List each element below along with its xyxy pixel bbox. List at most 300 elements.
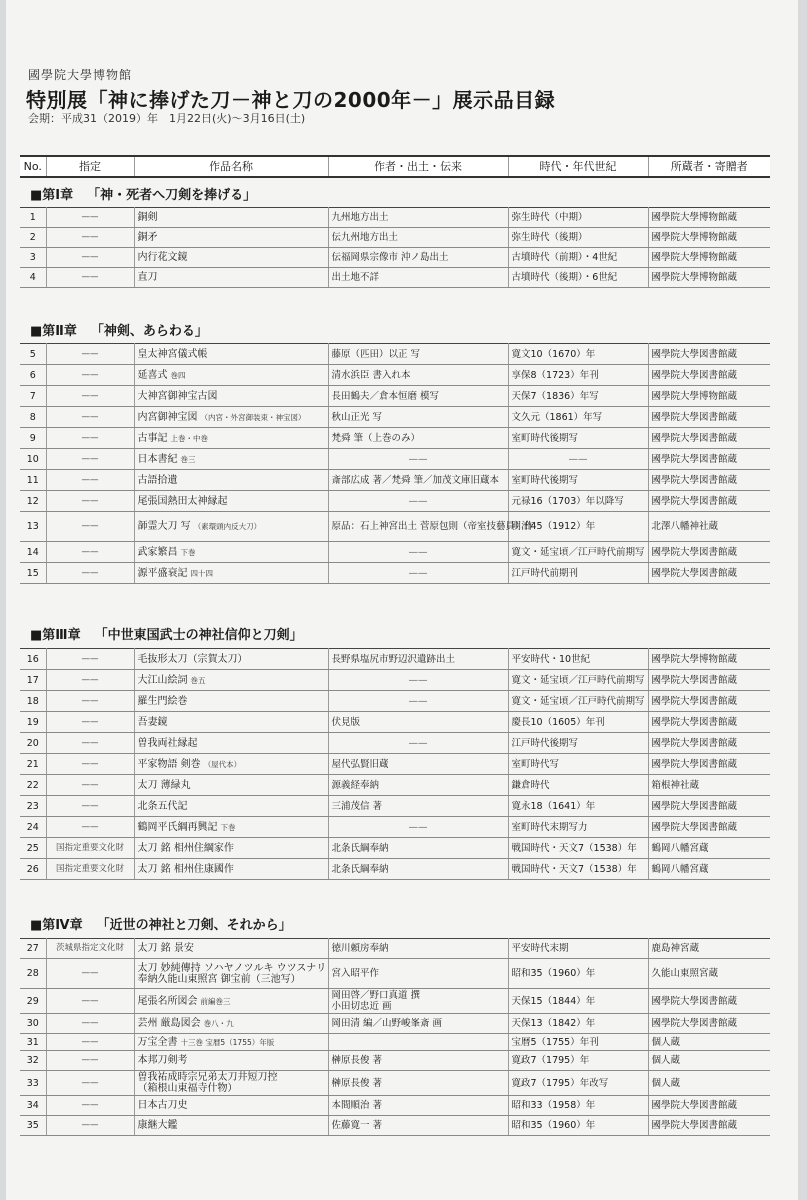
item-author-text: 伏見版 — [331, 716, 361, 728]
item-era: 寛政7（1795）年 — [508, 1051, 648, 1071]
item-number: 6 — [20, 365, 46, 386]
designation: —— — [46, 428, 134, 449]
item-number: 20 — [20, 733, 46, 754]
table-row — [20, 1071, 770, 1096]
table-row — [20, 1096, 770, 1116]
item-owner: 鶴岡八幡宮蔵 — [648, 859, 770, 880]
item-era: 戦国時代・天文7（1538）年 — [508, 859, 648, 880]
table-row — [20, 649, 770, 670]
table-row — [20, 733, 770, 754]
item-title-text: 尾張国熱田太神縁起 — [137, 495, 228, 507]
exhibition-period: 会期：平成31（2019）年 1月22日(火)～3月16日(土) — [28, 112, 306, 125]
designation: —— — [46, 491, 134, 512]
item-title-text: 内行花文鏡 — [137, 252, 188, 263]
item-title — [134, 712, 328, 733]
item-era: 室町時代後期写 — [508, 428, 648, 449]
item-author — [328, 733, 508, 754]
designation: —— — [46, 208, 134, 228]
item-author — [328, 1116, 508, 1136]
item-era: 寛文・延宝頃／江戸時代前期写 — [508, 670, 648, 691]
table-row — [20, 512, 770, 542]
item-title-note: 巻五 — [190, 675, 206, 685]
item-title — [134, 1071, 328, 1096]
item-number: 23 — [20, 796, 46, 817]
item-title — [134, 670, 328, 691]
item-title-note: 巻三 — [180, 454, 196, 464]
item-number: 18 — [20, 691, 46, 712]
item-owner: 國學院大學図書館蔵 — [648, 670, 770, 691]
item-number: 21 — [20, 754, 46, 775]
table-row — [20, 208, 770, 228]
chapter-title: 「神剣、あらわる」 — [90, 324, 208, 339]
item-author-text: —— — [408, 567, 428, 579]
chapter-table — [20, 938, 770, 1136]
item-title-note: 前編巻三 — [200, 996, 231, 1006]
item-owner: 個人蔵 — [648, 1051, 770, 1071]
item-era: 室町時代末期写力 — [508, 817, 648, 838]
item-number: 11 — [20, 470, 46, 491]
table-row — [20, 754, 770, 775]
table-row — [20, 407, 770, 428]
item-era: 江戸時代前期刊 — [508, 563, 648, 584]
designation: —— — [46, 1071, 134, 1096]
item-owner: 個人蔵 — [648, 1034, 770, 1051]
item-title-note: 巻四 — [170, 370, 186, 380]
chapter-title: 「中世東国武士の神社信仰と刀剣」 — [94, 628, 303, 643]
item-owner: 國學院大學図書館蔵 — [648, 989, 770, 1014]
item-era: 戦国時代・天文7（1538）年 — [508, 838, 648, 859]
item-era: 明治45（1912）年 — [508, 512, 648, 542]
item-number: 8 — [20, 407, 46, 428]
item-title-text: 銅矛 — [137, 232, 158, 243]
item-title — [134, 733, 328, 754]
table-row — [20, 959, 770, 989]
item-author — [328, 386, 508, 407]
chapter-heading — [30, 914, 292, 933]
designation: —— — [46, 1014, 134, 1034]
item-author-text: 伝福岡県宗像市 沖ノ島出土 — [331, 252, 449, 263]
item-number: 34 — [20, 1096, 46, 1116]
item-author — [328, 775, 508, 796]
chapter-label: ■第Ⅰ章 — [30, 188, 74, 203]
item-title-text: 本邦刀剣考 — [137, 1055, 188, 1066]
item-author-text: 出土地不詳 — [331, 272, 380, 283]
item-number: 5 — [20, 344, 46, 365]
header-era: 時代・年代世紀 — [508, 156, 648, 177]
item-era: 平安時代末期 — [508, 939, 648, 959]
item-era: 天保13（1842）年 — [508, 1014, 648, 1034]
table-row — [20, 542, 770, 563]
designation: —— — [46, 563, 134, 584]
item-author-text: 北条氏綱奉納 — [331, 842, 389, 854]
item-era: 元禄16（1703）年以降写 — [508, 491, 648, 512]
item-author-text: 岡田清 編／山野峻峯斎 画 — [331, 1018, 443, 1029]
item-number: 9 — [20, 428, 46, 449]
item-author — [328, 542, 508, 563]
item-era: 江戸時代後期写 — [508, 733, 648, 754]
item-title — [134, 449, 328, 470]
item-number: 28 — [20, 959, 46, 989]
item-title-text: 韴霊大刀 写 — [137, 521, 191, 532]
designation: —— — [46, 470, 134, 491]
item-owner: 國學院大學博物館蔵 — [648, 386, 770, 407]
item-title — [134, 649, 328, 670]
item-number: 13 — [20, 512, 46, 542]
item-number: 7 — [20, 386, 46, 407]
item-title — [134, 386, 328, 407]
item-owner: 國學院大學図書館蔵 — [648, 1096, 770, 1116]
item-author — [328, 1096, 508, 1116]
item-title-text: 芸州 厳島図会 — [137, 1018, 201, 1029]
item-owner: 國學院大學図書館蔵 — [648, 712, 770, 733]
item-title — [134, 1051, 328, 1071]
item-title-text: 鶴岡平氏綱再興記 — [137, 821, 218, 833]
item-author-text: —— — [408, 695, 428, 707]
chapter-title: 「近世の神社と刀剣、それから」 — [96, 918, 292, 933]
item-author — [328, 344, 508, 365]
designation: —— — [46, 365, 134, 386]
item-title — [134, 859, 328, 880]
item-title — [134, 796, 328, 817]
table-row — [20, 1051, 770, 1071]
item-author — [328, 691, 508, 712]
item-author — [328, 208, 508, 228]
item-owner: 國學院大學図書館蔵 — [648, 817, 770, 838]
table-row — [20, 470, 770, 491]
item-author — [328, 1014, 508, 1034]
column-header — [20, 155, 770, 178]
table-row — [20, 344, 770, 365]
item-era: 宝暦5（1755）年刊 — [508, 1034, 648, 1051]
designation: —— — [46, 1034, 134, 1051]
item-title — [134, 208, 328, 228]
item-author — [328, 1051, 508, 1071]
item-title-text: 日本書紀 — [137, 453, 178, 465]
designation: —— — [46, 959, 134, 989]
item-title-text: 太刀 銘 景安 — [137, 943, 194, 954]
item-author-text: 北条氏綱奉納 — [331, 863, 389, 875]
item-title — [134, 248, 328, 268]
item-number: 3 — [20, 248, 46, 268]
item-title — [134, 428, 328, 449]
item-author-text: 斎部広成 著／梵舜 筆／加茂文庫旧蔵本 — [331, 474, 500, 486]
item-owner: 國學院大學図書館蔵 — [648, 470, 770, 491]
item-number: 29 — [20, 989, 46, 1014]
item-owner: 久能山東照宮蔵 — [648, 959, 770, 989]
designation: —— — [46, 1051, 134, 1071]
item-title — [134, 1116, 328, 1136]
item-author-text: 伝九州地方出土 — [331, 232, 399, 243]
item-title-line2: （箱根山東福寺什物） — [137, 1083, 238, 1094]
catalog-sheet — [6, 0, 798, 1200]
item-number: 4 — [20, 268, 46, 288]
item-title — [134, 344, 328, 365]
item-author-text: —— — [408, 674, 428, 686]
item-era: 寛永18（1641）年 — [508, 796, 648, 817]
item-title — [134, 470, 328, 491]
item-owner: 鶴岡八幡宮蔵 — [648, 838, 770, 859]
designation: —— — [46, 386, 134, 407]
table-row — [20, 796, 770, 817]
designation: —— — [46, 733, 134, 754]
table-row — [20, 838, 770, 859]
item-owner: 鹿島神宮蔵 — [648, 939, 770, 959]
table-row — [20, 1116, 770, 1136]
item-author — [328, 228, 508, 248]
item-number: 25 — [20, 838, 46, 859]
item-author-text: —— — [408, 546, 428, 558]
table-row — [20, 817, 770, 838]
item-title-note: （内宮・外宮御装束・神宝図） — [200, 412, 306, 422]
item-era: 天保7（1836）年写 — [508, 386, 648, 407]
item-era: 慶長10（1605）年刊 — [508, 712, 648, 733]
item-era: 寛文・延宝頃／江戸時代前期写 — [508, 542, 648, 563]
item-owner: 箱根神社蔵 — [648, 775, 770, 796]
header-author: 作者・出土・伝来 — [328, 156, 508, 177]
item-title-line2: 奉納久能山東照宮 御宝前（三池写） — [137, 973, 301, 985]
item-author — [328, 959, 508, 989]
item-era: 天保15（1844）年 — [508, 989, 648, 1014]
item-title — [134, 228, 328, 248]
item-title-text: 延喜式 — [137, 369, 168, 381]
item-owner: 國學院大學博物館蔵 — [648, 649, 770, 670]
item-author-text: —— — [408, 495, 428, 507]
item-title-note: 上巻・中巻 — [170, 433, 208, 443]
item-author — [328, 712, 508, 733]
chapter-label: ■第Ⅲ章 — [30, 628, 81, 643]
table-row — [20, 268, 770, 288]
designation: —— — [46, 248, 134, 268]
item-title-text: 太刀 薄緑丸 — [137, 779, 191, 791]
item-number: 26 — [20, 859, 46, 880]
item-author — [328, 428, 508, 449]
item-author — [328, 248, 508, 268]
item-title-note: 下巻 — [220, 822, 236, 832]
designation: —— — [46, 796, 134, 817]
item-era: 昭和35（1960）年 — [508, 959, 648, 989]
item-author — [328, 1034, 508, 1051]
item-title-text: 吾妻鏡 — [137, 716, 168, 728]
item-title-text: 大江山絵詞 — [137, 674, 188, 686]
item-era: 平安時代・10世紀 — [508, 649, 648, 670]
item-author-text: 原品：石上神宮出土 菅原包則（帝室技藝員）作 — [331, 521, 535, 532]
item-owner: 國學院大學図書館蔵 — [648, 733, 770, 754]
item-owner: 國學院大學図書館蔵 — [648, 1116, 770, 1136]
item-era: 寛文・延宝頃／江戸時代前期写 — [508, 691, 648, 712]
item-author — [328, 859, 508, 880]
item-title — [134, 775, 328, 796]
item-title-text: 古語拾遺 — [137, 474, 178, 486]
designation: —— — [46, 449, 134, 470]
designation: 茨城県指定文化財 — [46, 939, 134, 959]
item-title — [134, 1034, 328, 1051]
page-title: 特別展「神に捧げた刀－神と刀の2000年－」展示品目録 — [26, 88, 556, 112]
item-era: 昭和33（1958）年 — [508, 1096, 648, 1116]
item-title — [134, 1096, 328, 1116]
item-author-text: 秋山正光 写 — [331, 411, 383, 423]
chapter-heading — [30, 624, 303, 643]
item-title-text: 羅生門絵巻 — [137, 695, 188, 707]
item-era: 室町時代写 — [508, 754, 648, 775]
item-title-note: 四十四 — [190, 568, 213, 578]
item-title — [134, 989, 328, 1014]
item-author — [328, 989, 508, 1014]
item-author-text: 梵舜 筆（上巻のみ） — [331, 432, 421, 444]
item-author-text: 本間順治 著 — [331, 1100, 383, 1111]
item-author-text: 榊原長俊 著 — [331, 1077, 383, 1089]
table-row — [20, 1014, 770, 1034]
item-number: 14 — [20, 542, 46, 563]
item-author — [328, 365, 508, 386]
item-author-text: 佐藤寛一 著 — [331, 1120, 383, 1131]
table-row — [20, 712, 770, 733]
item-title-note: 巻八・九 — [203, 1019, 234, 1028]
chapter-table — [20, 343, 770, 584]
item-title-note: 下巻 — [180, 547, 196, 557]
item-owner: 國學院大學図書館蔵 — [648, 691, 770, 712]
item-era: 寛文10（1670）年 — [508, 344, 648, 365]
item-owner: 國學院大學図書館蔵 — [648, 796, 770, 817]
item-owner: 國學院大學図書館蔵 — [648, 563, 770, 584]
item-author-text: —— — [408, 821, 428, 833]
table-row — [20, 670, 770, 691]
item-era: 文久元（1861）年写 — [508, 407, 648, 428]
designation: —— — [46, 542, 134, 563]
designation: —— — [46, 775, 134, 796]
header-title: 作品名称 — [134, 156, 328, 177]
item-owner: 國學院大學博物館蔵 — [648, 208, 770, 228]
item-title — [134, 407, 328, 428]
item-author-text: 源義経奉納 — [331, 779, 380, 791]
item-title-text: 曽我祐成時宗兄弟太刀井短刀控 — [137, 1072, 278, 1083]
item-title-text: 武家繁昌 — [137, 546, 178, 558]
item-title — [134, 691, 328, 712]
item-number: 2 — [20, 228, 46, 248]
item-title — [134, 959, 328, 989]
item-title-text: 太刀 妙純傳持 ソハヤノツルキ ウツスナリ — [137, 962, 327, 974]
item-author — [328, 449, 508, 470]
item-title-text: 太刀 銘 相州住綱家作 — [137, 842, 234, 854]
designation: 国指定重要文化財 — [46, 859, 134, 880]
designation: —— — [46, 989, 134, 1014]
designation: 国指定重要文化財 — [46, 838, 134, 859]
item-title-text: 康継大鑑 — [137, 1120, 178, 1131]
item-title-note: （素環頭内反大刀） — [193, 522, 262, 531]
item-title-text: 太刀 銘 相州住康國作 — [137, 863, 234, 875]
item-title-text: 大神宮御神宝古図 — [137, 390, 218, 402]
item-owner: 國學院大學図書館蔵 — [648, 542, 770, 563]
designation: —— — [46, 754, 134, 775]
item-author — [328, 754, 508, 775]
item-author-text: 長田鶴夫／倉本恒磨 模写 — [331, 390, 440, 402]
designation: —— — [46, 691, 134, 712]
table-row — [20, 1034, 770, 1051]
item-title-note: （屋代本） — [203, 759, 242, 769]
item-author — [328, 512, 535, 542]
chapter-label: ■第Ⅳ章 — [30, 918, 83, 933]
item-title — [134, 838, 328, 859]
table-row — [20, 386, 770, 407]
chapter-label: ■第Ⅱ章 — [30, 324, 77, 339]
table-row — [20, 248, 770, 268]
item-number: 1 — [20, 208, 46, 228]
item-author — [328, 1071, 508, 1096]
table-row — [20, 939, 770, 959]
table-row — [20, 989, 770, 1014]
header-no: No. — [20, 156, 46, 177]
item-owner: 國學院大學図書館蔵 — [648, 754, 770, 775]
item-author-text: 三浦茂信 著 — [331, 800, 383, 812]
item-author-text: 岡田啓／野口真道 撰 — [331, 990, 421, 1001]
table-row — [20, 428, 770, 449]
item-title-text: 万宝全書 — [137, 1036, 178, 1048]
item-era: 古墳時代（後期）・6世紀 — [508, 268, 648, 288]
item-number: 22 — [20, 775, 46, 796]
item-owner: 國學院大學図書館蔵 — [648, 344, 770, 365]
item-title-text: 源平盛衰記 — [137, 567, 188, 579]
item-owner: 北澤八幡神社蔵 — [648, 512, 770, 542]
item-number: 10 — [20, 449, 46, 470]
item-title — [134, 817, 328, 838]
item-era: 古墳時代（前期）・4世紀 — [508, 248, 648, 268]
chapter-table — [20, 207, 770, 288]
table-row — [20, 563, 770, 584]
table-row — [20, 365, 770, 386]
item-owner: 國學院大學図書館蔵 — [648, 407, 770, 428]
item-author — [328, 939, 508, 959]
designation: —— — [46, 512, 134, 542]
item-title-text: 内宮御神宝図 — [137, 411, 198, 423]
item-number: 15 — [20, 563, 46, 584]
item-number: 24 — [20, 817, 46, 838]
table-row — [20, 228, 770, 248]
item-title — [134, 491, 328, 512]
item-title-text: 古事記 — [137, 432, 168, 444]
item-title-text: 毛抜形太刀（宗賀太刀） — [137, 653, 248, 665]
item-title — [134, 542, 328, 563]
designation: —— — [46, 712, 134, 733]
item-era: 享保8（1723）年刊 — [508, 365, 648, 386]
item-author — [328, 796, 508, 817]
table-row — [20, 775, 770, 796]
item-number: 27 — [20, 939, 46, 959]
item-title-note: 十三巻 宝暦5（1755）年版 — [180, 1037, 275, 1047]
item-number: 35 — [20, 1116, 46, 1136]
item-owner: 國學院大學博物館蔵 — [648, 248, 770, 268]
item-number: 32 — [20, 1051, 46, 1071]
item-title-text: 北条五代記 — [137, 800, 188, 812]
item-owner: 國學院大學図書館蔵 — [648, 491, 770, 512]
item-title — [134, 1014, 328, 1034]
table-row — [20, 449, 770, 470]
museum-name: 國學院大學博物館 — [28, 68, 133, 82]
item-number: 19 — [20, 712, 46, 733]
chapter-table — [20, 648, 770, 880]
header-designation: 指定 — [46, 156, 134, 177]
designation: —— — [46, 670, 134, 691]
item-title-text: 平家物語 剣巻 — [137, 758, 201, 770]
designation: —— — [46, 1096, 134, 1116]
item-author-text: 宮入昭平作 — [331, 968, 380, 979]
item-author-text: 長野県塩尻市野辺沢遺跡出土 — [331, 653, 456, 665]
item-author-text: —— — [408, 453, 428, 465]
item-title-text: 尾張名所図会 — [137, 995, 198, 1007]
header-owner: 所蔵者・寄贈者 — [648, 156, 770, 177]
item-owner: 國學院大學図書館蔵 — [648, 1014, 770, 1034]
item-author — [328, 670, 508, 691]
item-title-text: 銅剣 — [137, 212, 158, 223]
designation: —— — [46, 407, 134, 428]
